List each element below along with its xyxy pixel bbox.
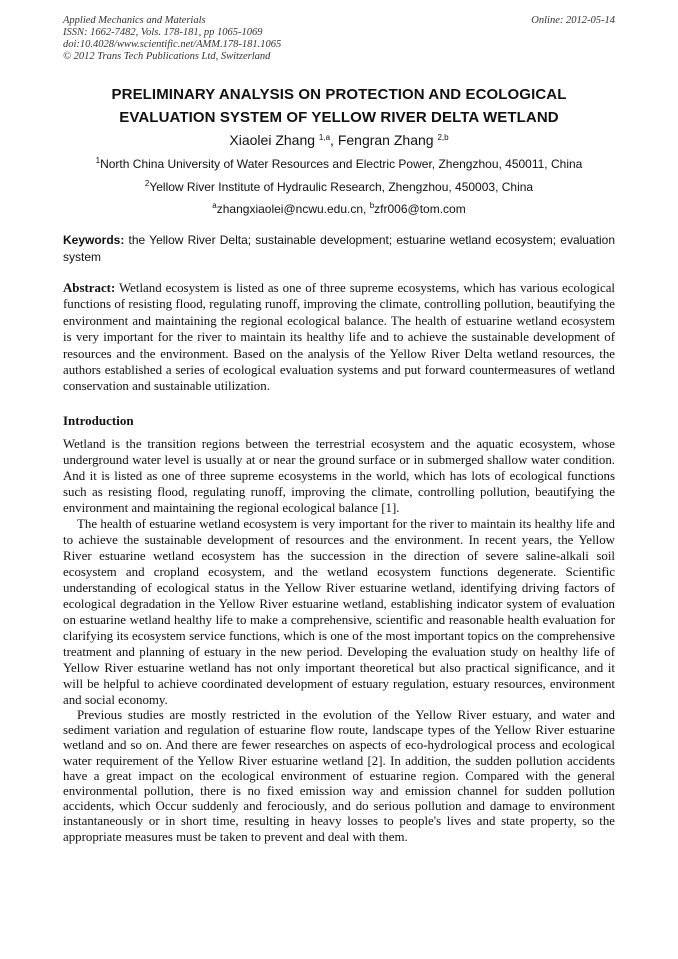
abstract-text: Wetland ecosystem is listed as one of three supreme ecosystems, which has various ecological functions of resisting flood, regulating runoff, improving the climate, controlling pollution, beautifying the environment and maintaining the regional ecological balance. The health of estuarine wetland ecosystem is very important for the river to maintain its healthy life and to achieve the sustainable development of resources and the environment. Based on the analysis of the Yellow River Delta wetland resources, the authors established a series of ecological evaluation systems and put forward countermeasures of wetland conservation and sustainable utilization. xyxy=(63,281,615,394)
author-separator: , xyxy=(330,132,338,148)
author-affiliation-mark: 1,a xyxy=(318,133,331,142)
affiliation-mark: 2 xyxy=(144,179,150,188)
abstract-label: Abstract: xyxy=(63,281,116,295)
author-name: Xiaolei Zhang xyxy=(229,132,316,148)
affiliation-mark: 1 xyxy=(95,156,101,165)
keywords-label: Keywords: xyxy=(63,233,125,247)
affiliation-text: North China University of Water Resources and Electric Power, Zhengzhou, 450011, China xyxy=(100,157,583,171)
paragraph: Previous studies are mostly restricted in the evolution of the Yellow River estuary, and water and sediment variation and regulation of estuarine flow route, landscape types of the Yellow River estuarine wetland and so on. And there are fewer researches on aspects of eco-hydrological process and ecological water requirement of the Yellow River estuarine wetland [2]. In addition, the sudden pollution accidents have a great impact on the ecological environment of estuarine region. Compared with the general environmental pollution, there is no fixed emission way and emission channel for sudden pollution accidents, which Occur suddenly and ferociously, and do serious pollution and damage to environment instantaneously or in short time, resulting in heavy losses to people's lives and state property, so the appropriate measures must be taken to prevent and deal with them. xyxy=(63,708,615,844)
author-emails xyxy=(63,202,615,217)
author-list xyxy=(63,131,615,149)
paper-title xyxy=(63,83,615,129)
email-mark: a xyxy=(212,201,217,210)
copyright-line: © 2012 Trans Tech Publications Ltd, Switzerland xyxy=(63,51,271,62)
introduction-body xyxy=(63,436,615,845)
issn-line: ISSN: 1662-7482, Vols. 178-181, pp 1065-1069 xyxy=(63,27,263,38)
keywords-text: the Yellow River Delta; sustainable development; estuarine wetland ecosystem; evaluation system xyxy=(63,233,615,264)
title-line-2: EVALUATION SYSTEM OF YELLOW RIVER DELTA WETLAND xyxy=(119,109,559,126)
paragraph: The health of estuarine wetland ecosystem is very important for the river to maintain its healthy life and to achieve the sustainable development of resources and the environment. In recent years, the Yellow River estuarine wetland ecosystem has the succession in the direction of severe saline-alkali soil ecosystem and cropland ecosystem, and the wetland ecosystem functions degenerate. Scientific understanding of ecological status in the Yellow River estuarine wetland, identifying driving factors of ecological degradation in the Yellow River estuarine wetland, establishing indicator system of evaluation on estuarine wetland healthy life to make a comprehensive, scientific and reasonable health evaluation for clarifying its ecosystem service functions, which is one of the most important topics on the comprehensive treatment and planning of estuary in the new period. Developing the evaluation study on healthy life of Yellow River estuarine wetland has not only important theoretical but also practical significance, and it will be helpful to achieve coordinated development of estuary regulation, estuary resources, environment and social economy. xyxy=(63,517,615,707)
online-date: Online: 2012-05-14 xyxy=(531,15,615,26)
doi-line: doi:10.4028/www.scientific.net/AMM.178-181.1065 xyxy=(63,39,282,50)
email-address: zfr006@tom.com xyxy=(374,202,466,216)
abstract-section xyxy=(63,280,615,395)
affiliation-1 xyxy=(63,157,615,172)
author-name: Fengran Zhang xyxy=(337,132,434,148)
email-mark: b xyxy=(369,201,375,210)
affiliation-text: Yellow River Institute of Hydraulic Research, Zhengzhou, 450003, China xyxy=(149,180,534,194)
title-line-1: PRELIMINARY ANALYSIS ON PROTECTION AND ECOLOGICAL xyxy=(111,86,567,103)
journal-name: Applied Mechanics and Materials xyxy=(63,15,206,26)
affiliation-2 xyxy=(63,180,615,195)
journal-header xyxy=(63,15,615,63)
author-affiliation-mark: 2,b xyxy=(437,133,449,142)
keywords-section xyxy=(63,232,615,266)
paragraph: Wetland is the transition regions between the terrestrial ecosystem and the aquatic ecosystem, whose underground water level is usually at or near the ground surface or in submerged shallow water condition. And it is listed as one of three supreme ecosystems in the world, which has lots of ecological functions such as resisting flood, regulating runoff, improving the climate, controlling pollution, beautifying the environment and maintaining the regional ecological balance [1]. xyxy=(63,437,615,515)
email-address: zhangxiaolei@ncwu.edu.cn, xyxy=(216,202,370,216)
section-heading: Introduction xyxy=(63,413,134,428)
